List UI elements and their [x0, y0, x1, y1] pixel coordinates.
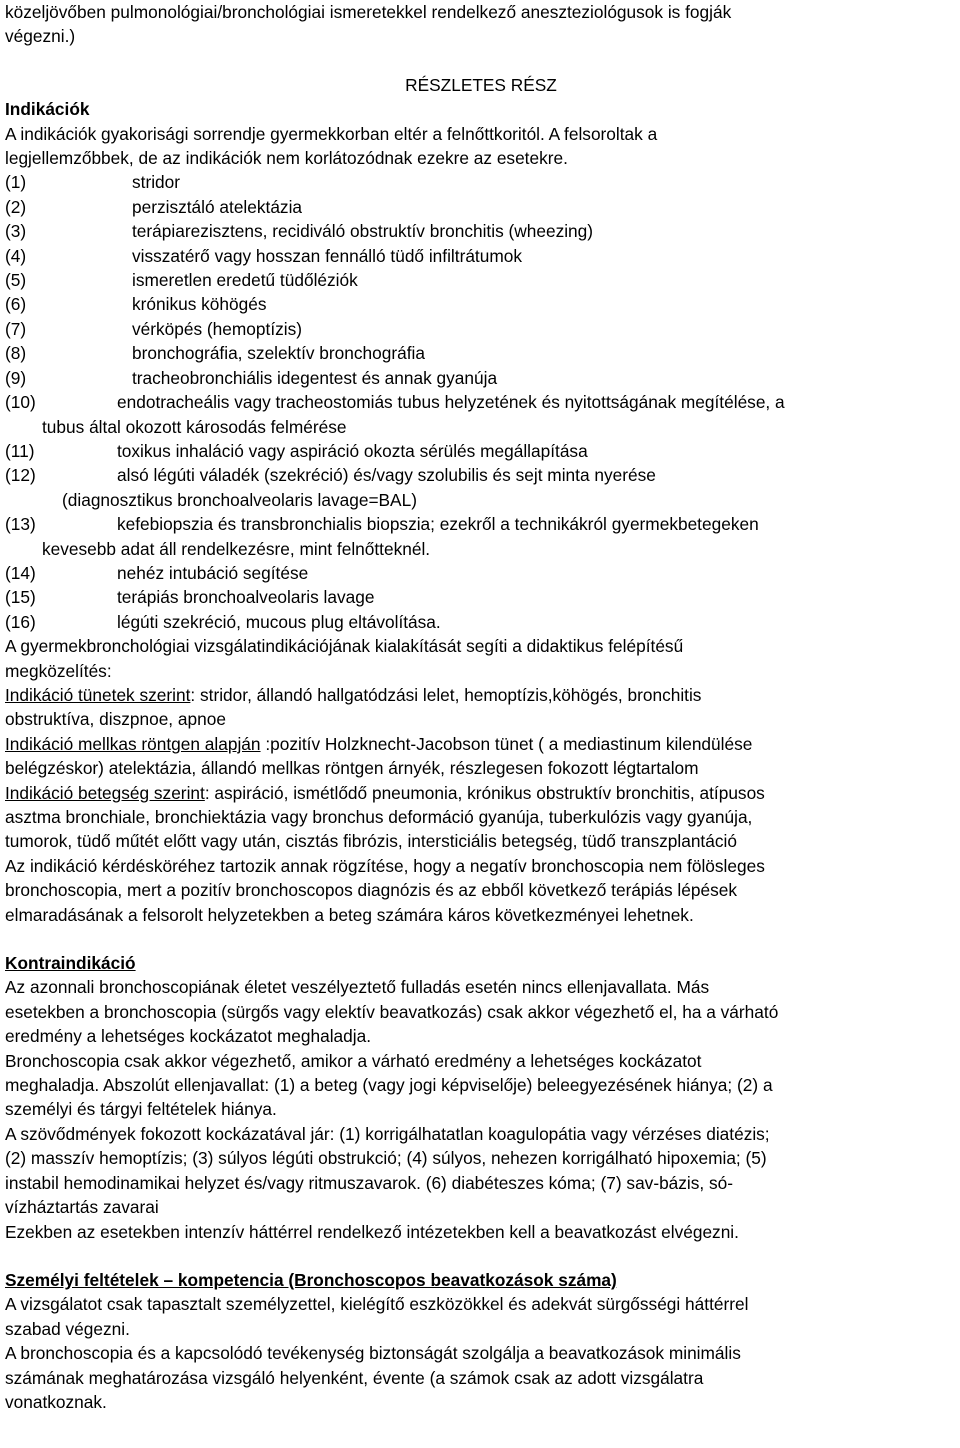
list-item — [5, 219, 957, 243]
item-text: vérköpés (hemoptízis) — [132, 318, 302, 339]
document-page — [5, 0, 957, 1414]
paragraph-line: instabil hemodinamikai helyzet és/vagy ritmuszavarok. (6) diabéteszes kóma; (7) sav-bázis, só- — [5, 1172, 734, 1193]
rontgen-label: Indikáció mellkas röntgen alapján — [5, 733, 261, 754]
list-item — [5, 341, 957, 365]
betegseg-text: : aspiráció, ismétlődő pneumonia, krónikus obstruktív bronchitis, atípusos — [204, 782, 765, 803]
list-item — [5, 366, 957, 390]
paragraph-line: esetekben a bronchoscopia (sürgős vagy elektív beavatkozás) csak akkor végezhető el, ha a várható — [5, 1001, 779, 1022]
item-number: (3) — [5, 221, 27, 242]
list-item-continuation: (diagnosztikus bronchoalveolaris lavage=BAL) — [62, 489, 417, 510]
item-number: (8) — [5, 343, 27, 364]
item-number: (12) — [5, 465, 36, 486]
list-item — [5, 170, 957, 194]
item-number: (1) — [5, 172, 27, 193]
paragraph-line: Ezekben az esetekben intenzív háttérrel rendelkező intézetekben kell a beavatkozást elvégezni. — [5, 1221, 739, 1242]
paragraph-line — [5, 683, 957, 707]
paragraph-line: Bronchoscopia csak akkor végezhető, amikor a várható eredmény a lehetséges kockázatot — [5, 1050, 702, 1071]
list-item — [5, 512, 957, 536]
rontgen-text: :pozitív Holzknecht-Jacobson tünet ( a mediastinum kilendülése — [260, 733, 753, 754]
list-item — [5, 463, 957, 487]
paragraph-line: szabad végezni. — [5, 1318, 130, 1339]
item-text: alsó légúti váladék (szekréció) és/vagy szolubilis és sejt minta nyerése — [117, 465, 656, 486]
indikaciok-heading: Indikációk — [5, 99, 90, 120]
intro-line: végezni.) — [5, 26, 76, 47]
item-text: tracheobronchiális idegentest és annak gyanúja — [132, 367, 498, 388]
paragraph-line: Az indikáció kérdésköréhez tartozik annak rögzítése, hogy a negatív bronchoscopia nem fölösleges — [5, 855, 765, 876]
paragraph-line: számának meghatározása vizsgáló helyenként, évente (a számok csak az adott vizsgálatra — [5, 1367, 704, 1388]
paragraph-line: vonatkoznak. — [5, 1391, 107, 1412]
paragraph-line: bronchoscopia, mert a pozitív bronchoscopos diagnózis és az ebből következő terápiás lépések — [5, 880, 737, 901]
paragraph-line: A bronchoscopia és a kapcsolódó tevékenység biztonságát szolgálja a beavatkozások minimális — [5, 1343, 741, 1364]
paragraph-line: A indikációk gyakorisági sorrendje gyermekkorban eltér a felnőttkoritól. A felsoroltak a — [5, 123, 658, 144]
item-text: endotracheális vagy tracheostomiás tubus helyzetének és nyitottságának megítélése, a — [117, 392, 785, 413]
list-item — [5, 244, 957, 268]
item-text: stridor — [132, 172, 181, 193]
section-title: RÉSZLETES RÉSZ — [405, 74, 557, 95]
paragraph-line: (2) masszív hemoptízis; (3) súlyos légúti obstrukció; (4) súlyos, nehezen korrigálható hipoxemia; (5) — [5, 1148, 767, 1169]
item-text: kefebiopszia és transbronchialis biopszia; ezekről a technikákról gyermekbetegeken — [117, 514, 759, 535]
paragraph-line: meghaladja. Abszolút ellenjavallat: (1) a beteg (vagy jogi képviselője) beleegyezésének hiánya; (2) a — [5, 1075, 773, 1096]
paragraph-line: vízháztartás zavarai — [5, 1197, 159, 1218]
betegseg-label: Indikáció betegség szerint — [5, 782, 205, 803]
list-item-continuation: tubus által okozott károsodás felmérése — [42, 416, 347, 437]
spacer — [5, 927, 957, 951]
item-number: (13) — [5, 514, 36, 535]
item-text: perzisztáló atelektázia — [132, 196, 303, 217]
item-number: (16) — [5, 611, 36, 632]
paragraph-line: eredmény a lehetséges kockázatot meghaladja. — [5, 1026, 372, 1047]
paragraph-line: A gyermekbronchológiai vizsgálatindikációjának kialakítását segíti a didaktikus felépítésű — [5, 636, 684, 657]
item-text: ismeretlen eredetű tüdőléziók — [132, 270, 358, 291]
paragraph-line: belégzéskor) atelektázia, állandó mellkas röntgen árnyék, részlegesen fokozott légtartalom — [5, 758, 699, 779]
item-text: nehéz intubáció segítése — [117, 562, 309, 583]
paragraph-line: Az azonnali bronchoscopiának életet veszélyeztető fulladás esetén nincs ellenjavallata. Más — [5, 977, 710, 998]
list-item-continuation: kevesebb adat áll rendelkezésre, mint felnőtteknél. — [42, 538, 431, 559]
item-number: (5) — [5, 270, 27, 291]
item-number: (9) — [5, 367, 27, 388]
paragraph-line: A szövődmények fokozott kockázatával jár: (1) korrigálhatatlan koagulopátia vagy vérzéses diatézis; — [5, 1123, 770, 1144]
item-number: (4) — [5, 245, 27, 266]
item-text: krónikus köhögés — [132, 294, 267, 315]
item-text: bronchográfia, szelektív bronchográfia — [132, 343, 425, 364]
list-item — [5, 195, 957, 219]
paragraph-line: megközelítés: — [5, 660, 112, 681]
paragraph-line: obstruktíva, diszpnoe, apnoe — [5, 709, 226, 730]
paragraph-line — [5, 732, 957, 756]
list-item — [5, 585, 957, 609]
szemelyi-heading: Személyi feltételek – kompetencia (Bronchoscopos beavatkozások száma) — [5, 1269, 617, 1290]
paragraph-line: személyi és tárgyi feltételek hiánya. — [5, 1099, 277, 1120]
paragraph-line: tumorok, tüdő műtét előtt vagy után, cisztás fibrózis, intersticiális betegség, tüdő transzplantáció — [5, 831, 737, 852]
list-item — [5, 317, 957, 341]
item-number: (6) — [5, 294, 27, 315]
tunet-text: : stridor, állandó hallgatódzási lelet, hemoptízis,köhögés, bronchitis — [190, 684, 702, 705]
list-item — [5, 292, 957, 316]
spacer — [5, 1244, 957, 1268]
list-item — [5, 561, 957, 585]
item-number: (7) — [5, 318, 27, 339]
item-number: (2) — [5, 196, 27, 217]
item-number: (11) — [5, 440, 35, 461]
paragraph-line: A vizsgálatot csak tapasztalt személyzettel, kielégítő eszközökkel és adekvát sürgősségi háttérrel — [5, 1294, 749, 1315]
item-text: terápiarezisztens, recidiváló obstruktív bronchitis (wheezing) — [132, 221, 594, 242]
item-text: toxikus inhaláció vagy aspiráció okozta sérülés megállapítása — [117, 440, 588, 461]
item-text: visszatérő vagy hosszan fennálló tüdő infiltrátumok — [132, 245, 522, 266]
intro-line: közeljövőben pulmonológiai/bronchológiai ismeretekkel rendelkező aneszteziológusok is fogják — [5, 2, 732, 22]
item-number: (10) — [5, 392, 36, 413]
list-item — [5, 268, 957, 292]
item-text: terápiás bronchoalveolaris lavage — [117, 587, 375, 608]
kontra-heading: Kontraindikáció — [5, 953, 136, 974]
paragraph-line: elmaradásának a felsorolt helyzetekben a beteg számára káros következményei lehetnek. — [5, 904, 694, 925]
tunet-label: Indikáció tünetek szerint — [5, 684, 191, 705]
item-number: (15) — [5, 587, 36, 608]
paragraph-line: legjellemzőbbek, de az indikációk nem korlátozódnak ezekre az esetekre. — [5, 148, 568, 169]
list-item — [5, 390, 957, 414]
item-text: légúti szekréció, mucous plug eltávolítása. — [117, 611, 441, 632]
list-item — [5, 610, 957, 634]
item-number: (14) — [5, 562, 36, 583]
indication-list — [5, 170, 957, 634]
paragraph-line — [5, 781, 957, 805]
paragraph-line: asztma bronchiale, bronchiektázia vagy bronchus deformáció gyanúja, tuberkulózis vagy gyanúja, — [5, 807, 753, 827]
list-item — [5, 439, 957, 463]
spacer — [5, 49, 957, 73]
